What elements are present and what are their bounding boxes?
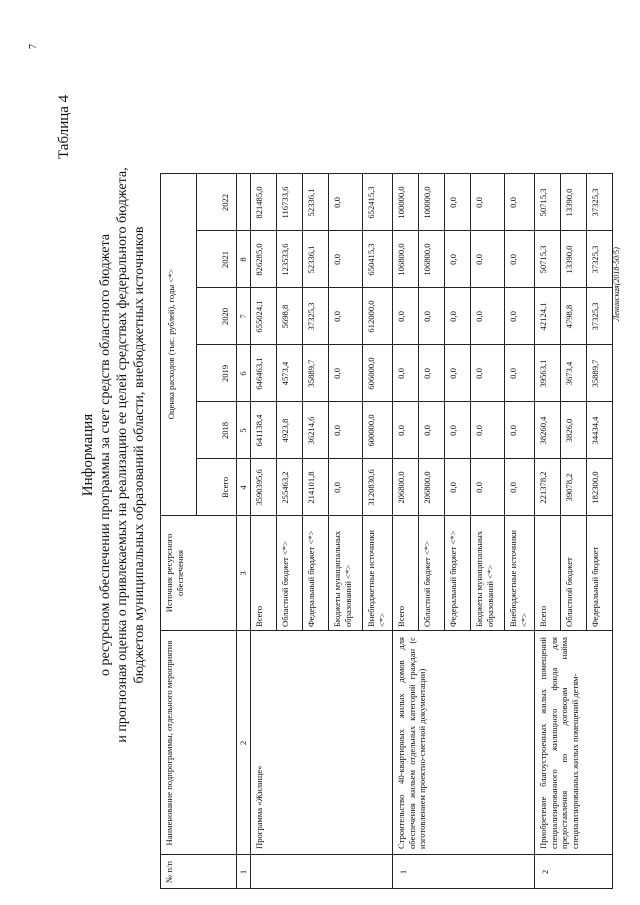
source-label: Всего: [254, 605, 264, 627]
table-rule: [276, 174, 277, 631]
table-cell-value: 3673,4: [564, 361, 574, 386]
table-cell-value: 0,0: [448, 368, 458, 379]
table-cell-value: 38260,4: [538, 416, 548, 445]
header-year: 2022: [220, 193, 230, 212]
table-rule: [470, 174, 471, 631]
table-cell-value: 0,0: [422, 311, 432, 322]
source-label: Областной бюджет <*>: [422, 541, 432, 627]
resource-table: [160, 174, 630, 889]
table-cell-value: 0,0: [448, 311, 458, 322]
table-cell-value: 37325,3: [306, 302, 316, 331]
table-rule: [196, 174, 197, 516]
table-cell-value: 100000,0: [422, 186, 432, 219]
table-cell-value: 5698,8: [280, 304, 290, 329]
table-cell-value: 36214,6: [306, 416, 316, 445]
table-rule: [362, 174, 363, 631]
table-cell-value: 3826,0: [564, 418, 574, 443]
table-cell-value: 0,0: [448, 425, 458, 436]
table-cell-value: 606000,0: [366, 357, 376, 390]
table-cell-value: 0,0: [508, 368, 518, 379]
table-cell-value: 0,0: [332, 311, 342, 322]
column-number: 1: [238, 869, 248, 875]
table-cell-value: 35889,7: [590, 359, 600, 388]
heading-line: о ресурсном обеспечении программы за счет средств областного бюджета: [98, 233, 113, 677]
table-cell-value: 0,0: [396, 311, 406, 322]
table-cell-value: 35889,7: [306, 359, 316, 388]
table-cell-value: 34434,4: [590, 416, 600, 445]
table-cell-value: 821485,0: [254, 186, 264, 219]
source-label: Областной бюджет: [564, 557, 574, 627]
table-cell-value: 0,0: [474, 368, 484, 379]
document-page: [0, 5, 640, 905]
table-cell-value: 0,0: [474, 482, 484, 493]
table-cell-value: 106800,0: [422, 243, 432, 276]
table-cell-value: 0,0: [508, 425, 518, 436]
table-cell-value: 0,0: [508, 482, 518, 493]
header-year: 2018: [220, 421, 230, 440]
heading-line: бюджетов муниципальных образований области, внебюджетных источников: [132, 226, 147, 684]
header-estimate: Оценка расходов (тыс. рублей), годы <*>: [166, 268, 176, 420]
table-cell-value: 3590395,6: [254, 469, 264, 506]
column-number: 8: [238, 257, 248, 262]
table-rule: [160, 854, 612, 855]
table-cell-value: 0,0: [474, 311, 484, 322]
table-cell-value: 0,0: [332, 482, 342, 493]
source-label: Всего: [396, 605, 406, 627]
source-label: Областной бюджет <*>: [280, 541, 290, 627]
source-label: Внебюджетные источники <*>: [366, 529, 387, 627]
table-label: Таблица 4: [56, 94, 72, 159]
heading-title: Информация: [80, 413, 96, 497]
column-number: 6: [238, 371, 248, 376]
table-cell-value: 641138,4: [254, 414, 264, 447]
table-cell-value: 116733,6: [280, 186, 290, 219]
table-rule: [160, 174, 161, 889]
table-cell-value: 655024,1: [254, 300, 264, 333]
table-cell-value: 0,0: [332, 368, 342, 379]
table-cell-value: 100000,0: [396, 186, 406, 219]
table-cell-value: 37325,3: [590, 188, 600, 217]
header-year: 2021: [220, 250, 230, 269]
table-rule: [160, 630, 612, 631]
table-cell-value: 52336,1: [306, 245, 316, 274]
table-cell-value: 106800,0: [396, 243, 406, 276]
table-cell-value: 3120830,6: [366, 469, 376, 506]
table-cell-value: 123533,6: [280, 243, 290, 276]
table-rule: [444, 174, 445, 631]
row-number: 2: [540, 869, 550, 875]
source-label: Федеральный бюджет <*>: [448, 530, 458, 627]
table-cell-value: 214101,8: [306, 471, 316, 504]
table-cell-value: 13390,0: [564, 188, 574, 217]
table-cell-value: 0,0: [474, 254, 484, 265]
header-year: 2020: [220, 307, 230, 326]
table-cell-value: 182300,0: [590, 471, 600, 504]
table-rule: [302, 174, 303, 631]
table-cell-value: 0,0: [508, 254, 518, 265]
table-rule: [160, 888, 613, 889]
table-cell-value: 37325,3: [590, 245, 600, 274]
table-cell-value: 0,0: [448, 254, 458, 265]
table-cell-value: 50715,3: [538, 245, 548, 274]
table-rule: [328, 174, 329, 631]
table-cell-value: 0,0: [474, 425, 484, 436]
table-cell-value: 652415,3: [366, 186, 376, 219]
table-cell-value: 0,0: [332, 425, 342, 436]
table-cell-value: 0,0: [508, 311, 518, 322]
table-cell-value: 13390,0: [564, 245, 574, 274]
source-label: Бюджеты муниципальных образований <*>: [474, 530, 495, 627]
row-number: 1: [398, 869, 408, 875]
table-cell-value: 0,0: [474, 197, 484, 208]
table-rule: [560, 174, 561, 631]
table-cell-value: 255463,2: [280, 471, 290, 504]
table-cell-value: 646463,1: [254, 357, 264, 390]
table-cell-value: 52336,1: [306, 188, 316, 217]
source-label: Внебюджетные источники <*>: [508, 529, 529, 627]
table-rule: [250, 174, 251, 889]
source-label: Бюджеты муниципальных образований <*>: [332, 530, 353, 627]
table-cell-value: 826285,0: [254, 243, 264, 276]
heading-line: и прогнозная оценка о привлекаемых на реализацию ее целей средствах федерального бюджета,: [115, 167, 130, 743]
table-cell-value: 0,0: [508, 197, 518, 208]
table-cell-value: 0,0: [332, 197, 342, 208]
table-cell-value: 4573,4: [280, 361, 290, 386]
header-name: Наименование подпрограммы, отдельного мероприятия: [164, 640, 174, 846]
table-rule: [586, 174, 587, 631]
source-label: Федеральный бюджет: [590, 546, 600, 627]
table-rule: [418, 174, 419, 631]
table-cell-value: 37325,3: [590, 302, 600, 331]
table-cell-value: 0,0: [422, 425, 432, 436]
column-number: 2: [238, 740, 248, 746]
measure-name: Строительство 40-квартирных жилых домов для обеспечения жильем отдельных категорий граждан (с изготовлением проектно-сметной документации): [396, 637, 427, 849]
table-cell-value: 650415,3: [366, 243, 376, 276]
table-cell-value: 206800,0: [396, 471, 406, 504]
header-total: Всего: [220, 476, 230, 499]
table-cell-value: 600000,0: [366, 414, 376, 447]
measure-name: Приобретение благоустроенных жилых помещений специализированного жилищного фонда для предоставления по договорам найма специализированных жилых помещений детям-: [538, 637, 580, 849]
column-number: 7: [238, 314, 248, 319]
table-cell-value: 0,0: [448, 197, 458, 208]
source-label: Всего: [538, 605, 548, 627]
table-cell-value: 0,0: [396, 425, 406, 436]
table-cell-value: 612000,0: [366, 300, 376, 333]
footer-note: Ленинская(2018-50/5): [612, 247, 621, 321]
header-source: Источник ресурсного обеспечения: [164, 533, 185, 613]
header-num: № п/п: [164, 861, 174, 883]
source-label: Федеральный бюджет <*>: [306, 530, 316, 627]
header-year: 2019: [220, 364, 230, 383]
table-cell-value: 0,0: [422, 368, 432, 379]
table-cell-value: 50715,3: [538, 188, 548, 217]
table-cell-value: 221378,2: [538, 471, 548, 504]
table-rule: [236, 174, 237, 889]
column-number: 3: [238, 571, 248, 576]
table-cell-value: 0,0: [448, 482, 458, 493]
table-cell-value: 0,0: [332, 254, 342, 265]
table-rule: [392, 174, 393, 889]
table-rule: [504, 174, 505, 631]
column-number: 5: [238, 428, 248, 433]
table-cell-value: 4798,8: [564, 304, 574, 329]
table-cell-value: 42124,1: [538, 302, 548, 331]
page-number: 7: [28, 44, 39, 49]
table-cell-value: 206800,0: [422, 471, 432, 504]
table-cell-value: 0,0: [396, 368, 406, 379]
column-number: 4: [238, 485, 248, 490]
measure-name: Программа «Жилище»: [254, 765, 264, 849]
table-cell-value: 39563,1: [538, 359, 548, 388]
table-rule: [534, 174, 535, 889]
table-cell-value: 39078,2: [564, 473, 574, 502]
table-cell-value: 4923,8: [280, 418, 290, 443]
